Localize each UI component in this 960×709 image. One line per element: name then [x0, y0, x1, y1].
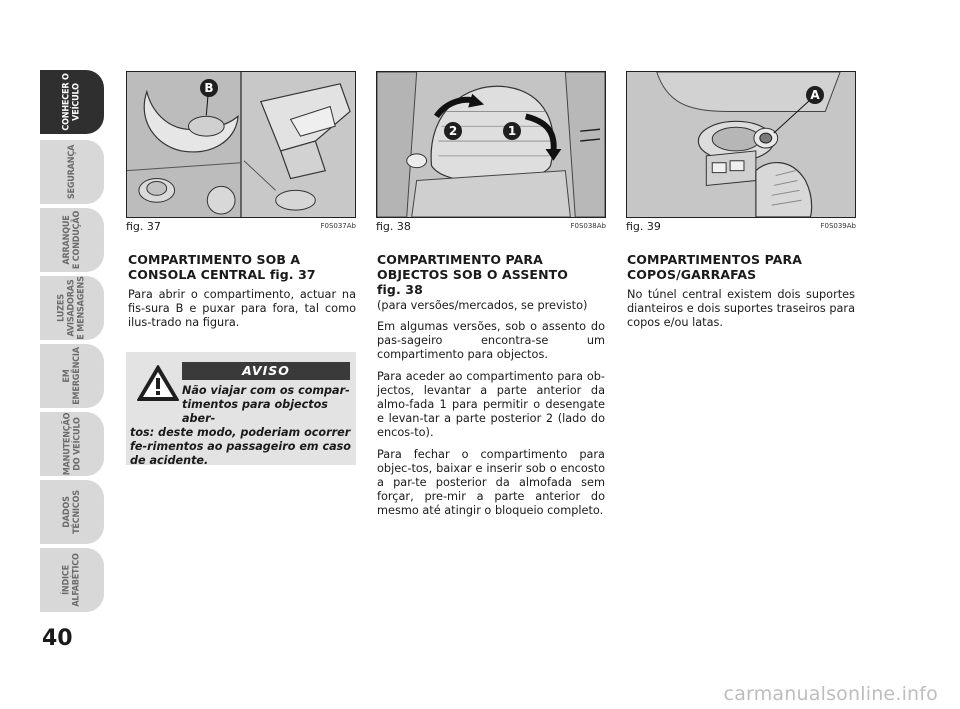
section-under-seat — [377, 252, 605, 526]
tab-label: LUZES AVISADORAS E MENSAGENS — [57, 276, 87, 340]
tab-label: ÍNDICE ALFABÉTICO — [61, 553, 82, 607]
heading-text: COMPARTIMENTO SOB A CONSOLA CENTRAL — [128, 252, 301, 282]
figure-38-image — [376, 71, 606, 218]
tab-luzes-avisadoras[interactable] — [40, 276, 104, 340]
tab-indice-alfabetico[interactable] — [40, 548, 104, 612]
paragraph: Em algumas versões, sob o assento do pas-sageiro encontra-se um compartimento para objectos. — [377, 320, 605, 362]
tab-label: EM EMERGÊNCIA — [61, 347, 82, 405]
tab-manutencao-do-veiculo[interactable] — [40, 412, 104, 476]
tab-conhecer-o-veiculo[interactable] — [40, 70, 104, 134]
callout-a: A — [806, 86, 824, 104]
figure-code: F0S037Ab — [320, 222, 356, 230]
section-heading — [377, 252, 605, 297]
watermark: carmanualsonline.info — [723, 683, 938, 705]
figure-code: F0S038Ab — [570, 222, 606, 230]
section-heading — [128, 252, 356, 282]
callout-2: 2 — [444, 122, 462, 140]
section-under-console — [128, 252, 356, 338]
warning-text — [130, 384, 352, 468]
tab-label: CONHECER O VEÍCULO — [61, 73, 82, 131]
tab-label: DADOS TÉCNICOS — [62, 490, 82, 534]
figure-label: fig. 37 — [126, 220, 161, 233]
callout-1: 1 — [503, 122, 521, 140]
warning-line-1: Não viajar com os compar- — [182, 384, 350, 397]
tab-label: ARRANQUE E CONDUÇÃO — [62, 210, 82, 270]
heading-figure-ref: fig. 37 — [269, 267, 316, 282]
paragraph: Para aceder ao compartimento para ob-jectos, levantar a parte anterior da almo-fada 1 para permitir o desengate e levan-tar a parte posterior 2 (lado do encos-to). — [377, 369, 605, 440]
figure-label: fig. 39 — [626, 220, 661, 233]
warning-line-rest: tos: deste modo, poderiam ocorrer fe-rimentos ao passageiro em caso de acidente. — [130, 426, 351, 467]
section-cup-holders — [627, 252, 855, 338]
paragraph: Para abrir o compartimento, actuar na fis-sura B e puxar para fora, tal como ilus-trado na figura. — [128, 288, 356, 330]
section-heading: COMPARTIMENTOS PARA COPOS/GARRAFAS — [627, 252, 803, 282]
figure-38-caption — [376, 220, 606, 234]
tab-arranque-e-conducao[interactable] — [40, 208, 104, 272]
figure-code: F0S039Ab — [820, 222, 856, 230]
paragraph: Para fechar o compartimento para objec-tos, baixar e inserir sob o encosto a par-te posterior da almofada sem forçar, pre-mir a parte anterior do mesmo até atingir o bloqueio completo. — [377, 447, 605, 518]
heading-figure-ref: fig. 38 — [377, 282, 423, 297]
tab-em-emergencia[interactable] — [40, 344, 104, 408]
tab-label: MANUTENÇÃO DO VEÍCULO — [61, 412, 82, 476]
figure-37-caption — [126, 220, 356, 234]
callout-b: B — [200, 79, 218, 97]
tab-label: SEGURANÇA — [67, 144, 77, 200]
warning-line-2: timentos para objectos aber- — [182, 398, 328, 425]
tab-seguranca[interactable] — [40, 140, 104, 204]
warning-box — [126, 352, 356, 465]
availability-note: (para versões/mercados, se previsto) — [377, 299, 588, 312]
figure-37-image — [126, 71, 356, 218]
tab-dados-tecnicos[interactable] — [40, 480, 104, 544]
heading-text: COMPARTIMENTO PARA OBJECTOS SOB O ASSENTO — [377, 252, 568, 282]
figure-label: fig. 38 — [376, 220, 411, 233]
warning-title: AVISO — [182, 362, 350, 380]
paragraph: No túnel central existem dois suportes dianteiros e dois suportes traseiros para copos e/ou latas. — [627, 288, 855, 330]
figure-39-caption — [626, 220, 856, 234]
page-number: 40 — [42, 626, 73, 651]
